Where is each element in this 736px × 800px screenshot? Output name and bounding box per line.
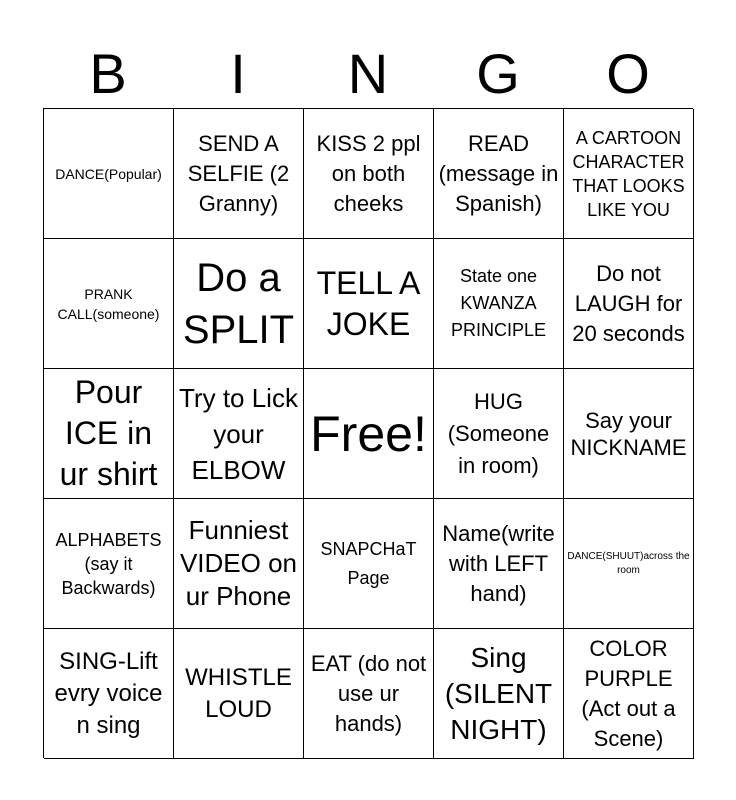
cell-text: ALPHABETS (say it Backwards): [55, 529, 162, 598]
bingo-cell[interactable]: [174, 629, 304, 759]
cell-text: Funniest VIDEO on ur Phone: [179, 515, 298, 611]
bingo-cell[interactable]: [304, 109, 434, 239]
bingo-cell[interactable]: [174, 499, 304, 629]
title-letter-o: O: [606, 42, 650, 105]
cell-text: PRANK CALL(someone): [57, 285, 160, 322]
cell-text: TELL A JOKE: [316, 264, 421, 342]
cell-text: HUG (Someone in room): [447, 388, 550, 478]
bingo-cell[interactable]: [564, 109, 694, 239]
cell-text: DANCE(SHUUT)across the room: [567, 550, 690, 576]
cell-text: READ (message in Spanish): [438, 130, 559, 216]
bingo-cell[interactable]: [304, 239, 434, 369]
bingo-cell[interactable]: [434, 369, 564, 499]
bingo-cell[interactable]: [564, 239, 694, 369]
cell-text: Name(write with LEFT hand): [442, 520, 555, 606]
bingo-cell[interactable]: [174, 239, 304, 369]
cell-text: SEND A SELFIE (2 Granny): [187, 130, 290, 216]
bingo-cell[interactable]: [564, 499, 694, 629]
bingo-title: [43, 44, 693, 104]
cell-text: DANCE(Popular): [55, 165, 162, 182]
bingo-cell[interactable]: [434, 629, 564, 759]
cell-text: Do not LAUGH for 20 seconds: [572, 260, 685, 346]
bingo-cell[interactable]: [44, 499, 174, 629]
cell-text: Do a SPLIT: [182, 255, 295, 352]
cell-text: Say your NICKNAME: [570, 407, 687, 460]
cell-text: Try to Lick your ELBOW: [179, 382, 298, 485]
free-space-cell[interactable]: [304, 369, 434, 499]
cell-text: WHISTLE LOUD: [185, 663, 292, 723]
cell-text: A CARTOON CHARACTER THAT LOOKS LIKE YOU: [572, 127, 685, 220]
bingo-board: [43, 108, 693, 758]
title-letter-b: B: [89, 42, 127, 105]
cell-text: COLOR PURPLE (Act out a Scene): [581, 635, 676, 751]
bingo-cell[interactable]: [434, 109, 564, 239]
bingo-cell[interactable]: [304, 499, 434, 629]
cell-text: SING-Lift evry voice n sing: [54, 647, 163, 739]
title-letter-i: I: [230, 42, 246, 105]
bingo-cell[interactable]: [44, 239, 174, 369]
cell-text: Pour ICE in ur shirt: [59, 374, 158, 492]
title-letter-g: G: [476, 42, 520, 105]
cell-text: State one KWANZA PRINCIPLE: [450, 266, 547, 340]
title-letter-n: N: [347, 42, 389, 105]
cell-text: KISS 2 ppl on both cheeks: [316, 130, 421, 216]
bingo-cell[interactable]: [174, 109, 304, 239]
cell-text: Sing (SILENT NIGHT): [444, 641, 553, 745]
bingo-cell[interactable]: [304, 629, 434, 759]
bingo-cell[interactable]: [564, 629, 694, 759]
bingo-cell[interactable]: [44, 629, 174, 759]
bingo-cell[interactable]: [564, 369, 694, 499]
bingo-cell[interactable]: [174, 369, 304, 499]
bingo-cell[interactable]: [44, 109, 174, 239]
bingo-cell[interactable]: [434, 499, 564, 629]
free-space-text: Free!: [310, 405, 427, 462]
bingo-cell[interactable]: [44, 369, 174, 499]
cell-text: EAT (do not use ur hands): [310, 650, 427, 736]
bingo-cell[interactable]: [434, 239, 564, 369]
cell-text: SNAPCHaT Page: [320, 538, 417, 588]
